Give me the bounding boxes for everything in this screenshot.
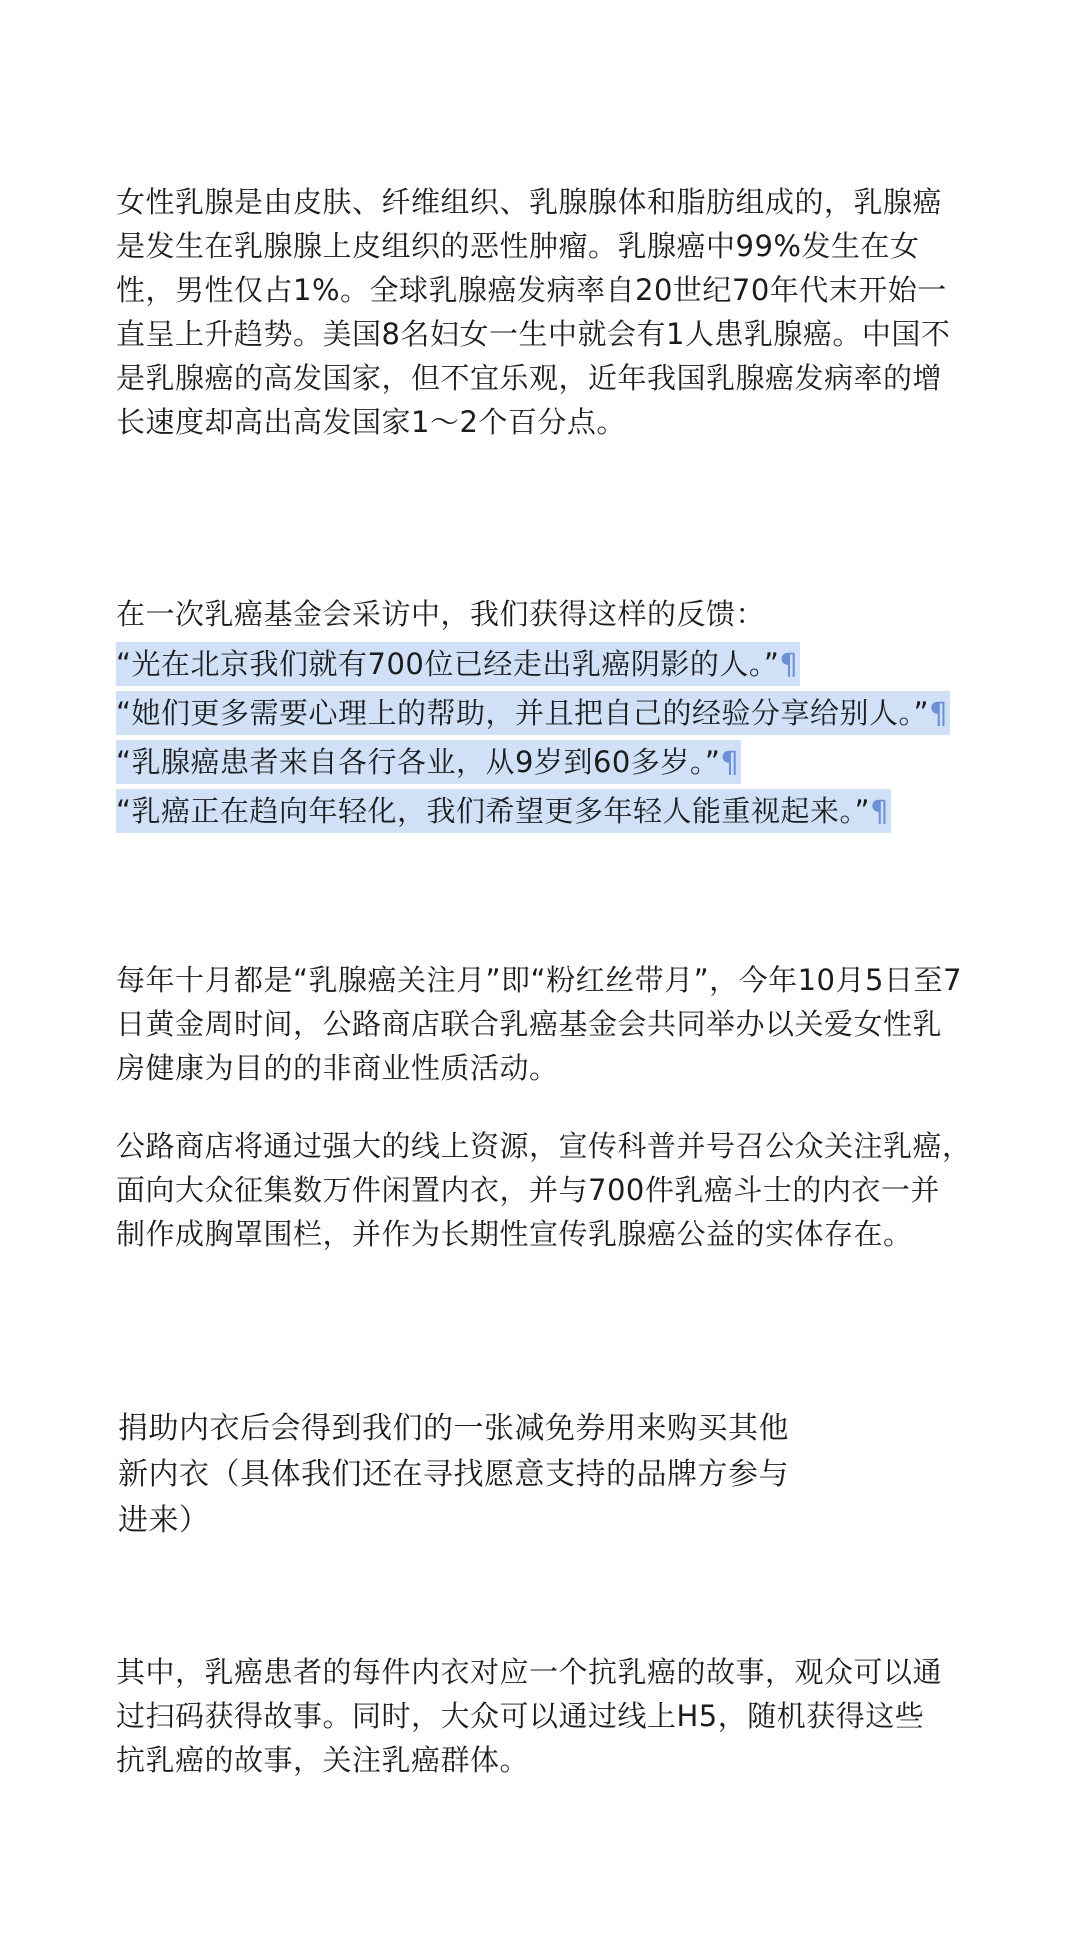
quote-line[interactable]	[116, 691, 950, 735]
text-line: 抗乳癌的故事，关注乳癌群体。	[116, 1743, 530, 1777]
text-line: 日黄金周时间，公路商店联合乳癌基金会共同举办以关爱女性乳	[116, 1007, 943, 1041]
text-line: 长速度却高出高发国家1～2个百分点。	[116, 405, 626, 439]
pilcrow-icon: ¶	[870, 794, 890, 828]
quote-line[interactable]	[116, 642, 800, 686]
intro-paragraph	[116, 180, 950, 444]
text-line: 其中，乳癌患者的每件内衣对应一个抗乳癌的故事，观众可以通	[116, 1655, 943, 1689]
text-line: 房健康为目的的非商业性质活动。	[116, 1051, 559, 1085]
interview-paragraph	[116, 592, 950, 838]
campaign-paragraph	[116, 1124, 972, 1256]
text-line: 进来）	[118, 1503, 210, 1538]
text-line: 新内衣（具体我们还在寻找愿意支持的品牌方参与	[118, 1457, 789, 1492]
pilcrow-icon: ¶	[779, 647, 799, 681]
text-line: 直呈上升趋势。美国8名妇女一生中就会有1人患乳腺癌。中国不	[116, 317, 951, 351]
text-line: 是乳腺癌的高发国家，但不宜乐观，近年我国乳腺癌发病率的增	[116, 361, 943, 395]
quote-text: “光在北京我们就有700位已经走出乳癌阴影的人。”	[116, 647, 780, 681]
text-line: 公路商店将通过强大的线上资源，宣传科普并号召公众关注乳癌，	[116, 1129, 972, 1163]
text-line: 每年十月都是“乳腺癌关注月”即“粉红丝带月”，今年10月5日至7	[116, 963, 962, 997]
text-line: 是发生在乳腺腺上皮组织的恶性肿瘤。乳腺癌中99%发生在女	[116, 229, 920, 263]
text-line: 性，男性仅占1%。全球乳腺癌发病率自20世纪70年代末开始一	[116, 273, 947, 307]
donation-paragraph	[118, 1406, 789, 1544]
text-line: 女性乳腺是由皮肤、纤维组织、乳腺腺体和脂肪组成的，乳腺癌	[116, 185, 943, 219]
quote-line[interactable]	[116, 789, 891, 833]
highlighted-quotes[interactable]	[116, 642, 950, 838]
text-line: 过扫码获得故事。同时，大众可以通过线上H5，随机获得这些	[116, 1699, 925, 1733]
text-line: 捐助内衣后会得到我们的一张减免券用来购买其他	[118, 1411, 789, 1446]
interview-intro: 在一次乳癌基金会采访中，我们获得这样的反馈：	[116, 597, 766, 631]
pilcrow-icon: ¶	[720, 745, 740, 779]
pilcrow-icon: ¶	[929, 696, 949, 730]
quote-text: “乳癌正在趋向年轻化，我们希望更多年轻人能重视起来。”	[116, 794, 871, 828]
event-paragraph	[116, 958, 962, 1090]
quote-line[interactable]	[116, 740, 741, 784]
quote-text: “乳腺癌患者来自各行各业，从9岁到60多岁。”	[116, 745, 721, 779]
text-line: 制作成胸罩围栏，并作为长期性宣传乳腺癌公益的实体存在。	[116, 1217, 913, 1251]
text-line: 面向大众征集数万件闲置内衣，并与700件乳癌斗士的内衣一并	[116, 1173, 940, 1207]
story-paragraph	[116, 1650, 942, 1782]
quote-text: “她们更多需要心理上的帮助，并且把自己的经验分享给别人。”	[116, 696, 930, 730]
